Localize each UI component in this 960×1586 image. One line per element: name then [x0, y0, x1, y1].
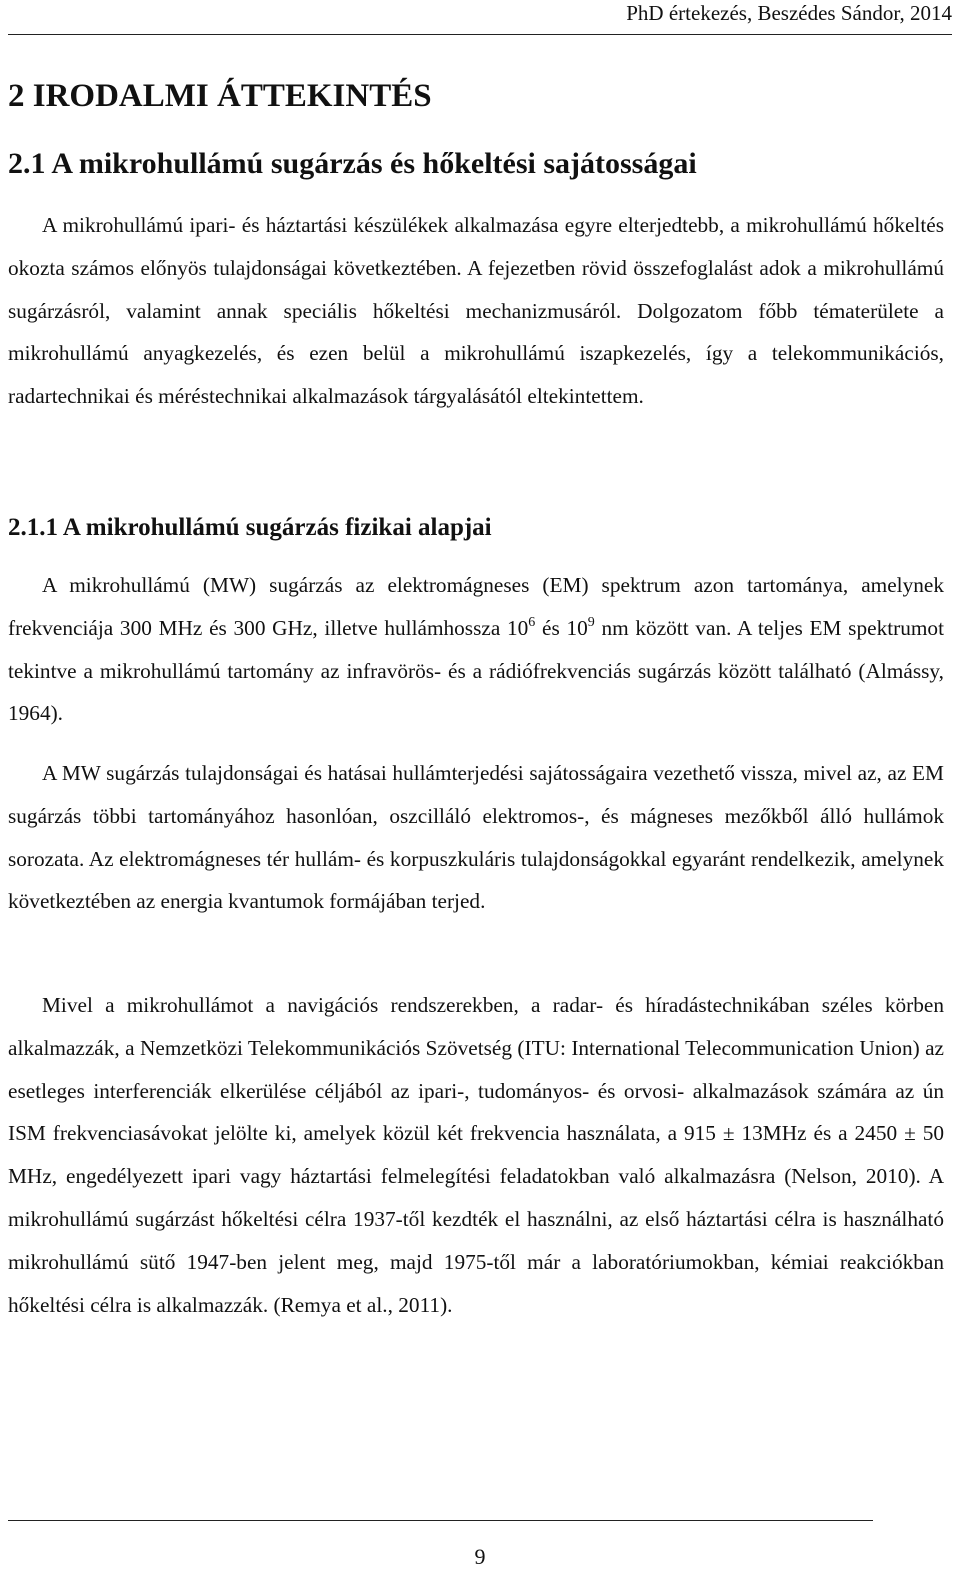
intro-paragraph: A mikrohullámú ipari- és háztartási készülékek alkalmazása egyre elterjedtebb, a mikrohullámú hőkeltés okozta számos előnyös tulajdonságai következtében. A fejezetben rövid összefoglalást adok a mikrohullámú sugárzásról, valamint annak speciális hőkeltési mechanizmusáról. Dolgozatom főbb tématerülete a mikrohullámú anyagkezelés, és ezen belül a mikrohullámú iszapkezelés, így a telekommunikációs, radartechnikai és méréstechnikai alkalmazások tárgyalásától eltekintettem.	[8, 213, 944, 409]
footer-divider	[8, 1520, 873, 1521]
paragraph-ism-bands: Mivel a mikrohullámot a navigációs rendszerekben, a radar- és híradástechnikában széles körben alkalmazzák, a Nemzetközi Telekommunikációs Szövetség (ITU: International Telecommunication Union) az esetleges interferenciák elkerülése céljából az ipari-, tudományos- és orvosi- alkalmazások számára az ún ISM frekvenciasávokat jelölte ki, amelyek közül két frekvencia használata, a 915 ± 13MHz és a 2450 ± 50 MHz, engedélyezett ipari vagy háztartási felmelegítési feladatokban való alkalmazásra (Nelson, 2010). A mikrohullámú sugárzást hőkeltési célra 1937-től kezdték el használni, az első háztartási célra is használható mikrohullámú sütő 1947-ben jelent meg, majd 1975-től már a laboratóriumokban, kémiai reakciókban hőkeltési célra is alkalmazzák. (Remya et al., 2011).	[8, 993, 944, 1317]
section-heading: 2.1 A mikrohullámú sugárzás és hőkeltési sajátosságai	[8, 147, 697, 180]
exponent: 6	[528, 614, 536, 630]
paragraph-text: A mikrohullámú (MW) sugárzás az elektromágneses (EM) spektrum azon tartománya, amelynek frekvenciája 300 MHz és 300 GHz, illetve hullámhossza 10	[8, 573, 944, 640]
chapter-heading: 2 IRODALMI ÁTTEKINTÉS	[8, 78, 432, 114]
page-header: PhD értekezés, Beszédes Sándor, 2014	[8, 0, 952, 35]
paragraph-wave-properties: A MW sugárzás tulajdonságai és hatásai hullámterjedési sajátosságaira vezethető vissza, mivel az, az EM sugárzás többi tartományához hasonlóan, oszcilláló elektromos-, és mágneses mezőkből álló hullámok sorozata. Az elektromágneses tér hullám- és korpuszkuláris tulajdonságokkal egyaránt rendelkezik, amelynek következtében az energia kvantumok formájában terjed.	[8, 761, 944, 914]
paragraph-text: nm között van. A teljes EM spektrumot tekintve a mikrohullámú tartomány az infravörös- és a rádiófrekvenciás sugárzás között található (Almássy, 1964).	[8, 615, 945, 726]
paragraph-text: és 10	[535, 615, 588, 640]
exponent: 9	[587, 614, 595, 630]
paragraph-microwave-definition	[8, 564, 944, 735]
subsection-heading: 2.1.1 A mikrohullámú sugárzás fizikai alapjai	[8, 514, 492, 541]
page-number: 9	[474, 1544, 486, 1569]
